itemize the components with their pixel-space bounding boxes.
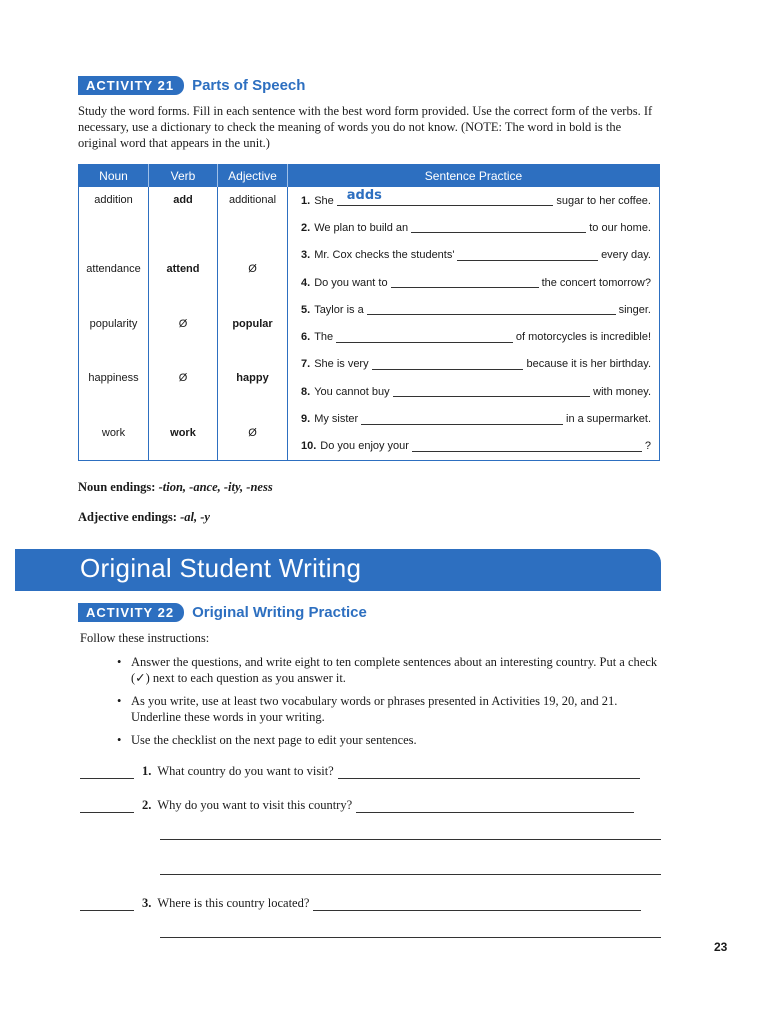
- sentence-after: every day.: [601, 249, 651, 262]
- activity-22-title: Original Writing Practice: [192, 604, 367, 621]
- sentence-blank[interactable]: [457, 250, 598, 261]
- sentence-after: ?: [644, 440, 651, 453]
- list-item: • As you write, use at least two vocabulary words or phrases presented in Activities 19, 20, and 21. Underline these words in your writing.: [117, 693, 667, 725]
- answer-line[interactable]: [338, 766, 640, 779]
- sentence-blank[interactable]: [391, 277, 539, 288]
- sentence-number: 6.: [301, 331, 311, 344]
- sentence-number: 7.: [301, 358, 311, 371]
- sentence-blank[interactable]: [367, 304, 616, 315]
- question-text: Where is this country located?: [157, 896, 310, 910]
- noun-endings: [78, 480, 273, 495]
- noun-cell: work: [79, 406, 149, 461]
- sentence-after: to our home.: [589, 221, 651, 234]
- sentence-item: [288, 214, 659, 241]
- question-number: 1.: [142, 764, 152, 778]
- table-header-row: [79, 165, 660, 188]
- sentence-blank[interactable]: [361, 414, 563, 425]
- answer-line[interactable]: [356, 800, 634, 813]
- sentence-before: Do you want to: [314, 276, 388, 289]
- question-number: 3.: [142, 896, 152, 910]
- list-item: • Answer the questions, and write eight to ten complete sentences about an interesting country. Put a check (✓) next to each question as you answer it.: [117, 654, 667, 686]
- sentence-number: 3.: [301, 249, 311, 262]
- answer-line[interactable]: [313, 898, 641, 911]
- verb-cell: Ø: [149, 351, 218, 406]
- check-blank[interactable]: [80, 898, 134, 911]
- answer-line[interactable]: [160, 874, 661, 875]
- verb-cell: attend: [149, 242, 218, 297]
- noun-cell: happiness: [79, 351, 149, 406]
- sentence-before: We plan to build an: [314, 221, 409, 234]
- sentence-after: in a supermarket.: [566, 413, 651, 426]
- activity-22-header: [78, 603, 367, 622]
- sentence-blank[interactable]: [336, 332, 513, 343]
- sentence-before: My sister: [314, 413, 359, 426]
- adjective-endings-label: Adjective endings:: [78, 510, 177, 524]
- question-row: [80, 896, 641, 911]
- adjective-endings: [78, 510, 210, 525]
- sentence-item: [288, 296, 659, 323]
- sentence-blank[interactable]: [337, 188, 554, 206]
- sentence-after: with money.: [593, 385, 651, 398]
- verb-cell: Ø: [149, 296, 218, 351]
- adjective-endings-list: -al, -y: [180, 510, 210, 524]
- sentence-number: 9.: [301, 413, 311, 426]
- header-verb: Verb: [149, 165, 218, 188]
- sentence-item: [288, 378, 659, 405]
- sentence-item: [288, 242, 659, 269]
- adjective-cell: additional: [218, 187, 288, 242]
- sentence-number: 10.: [301, 440, 317, 453]
- sentence-blank[interactable]: [393, 386, 591, 397]
- adjective-cell: Ø: [218, 242, 288, 297]
- instruction-list: [117, 654, 667, 755]
- verb-cell: work: [149, 406, 218, 461]
- adjective-cell: popular: [218, 296, 288, 351]
- sentence-number: 8.: [301, 385, 311, 398]
- list-item: • Use the checklist on the next page to edit your sentences.: [117, 732, 667, 748]
- sentence-before: She is very: [314, 358, 369, 371]
- noun-cell: addition: [79, 187, 149, 242]
- sentence-before: The: [314, 331, 334, 344]
- parts-of-speech-table: [78, 164, 660, 461]
- activity-21-instructions: Study the word forms. Fill in each sentence with the best word form provided. Use the correct form of the verbs. If necessary, use a dictionary to check the meaning of words you do not know. (NOTE: The word in bold is the original word that appears in the unit.): [78, 104, 653, 150]
- check-blank[interactable]: [80, 766, 134, 779]
- sentence-item: [288, 433, 659, 460]
- activity-22-intro: Follow these instructions:: [80, 631, 210, 645]
- activity-21-title: Parts of Speech: [192, 77, 306, 94]
- question-row: [80, 764, 640, 779]
- activity-21-header: [78, 76, 305, 95]
- question-number: 2.: [142, 798, 152, 812]
- sentence-item: [288, 187, 659, 214]
- answer-line[interactable]: [160, 839, 661, 840]
- header-noun: Noun: [79, 165, 149, 188]
- adjective-cell: happy: [218, 351, 288, 406]
- sentence-number: 2.: [301, 221, 311, 234]
- adjective-cell: Ø: [218, 406, 288, 461]
- sentence-blank[interactable]: [411, 222, 586, 233]
- sentence-before: You cannot buy: [314, 385, 390, 398]
- question-row: [80, 798, 634, 813]
- sentence-number: 5.: [301, 303, 311, 316]
- sentence-after: singer.: [618, 303, 651, 316]
- noun-endings-list: -tion, -ance, -ity, -ness: [158, 480, 273, 494]
- sentence-practice-cell: [288, 187, 660, 460]
- table-row: [79, 187, 660, 242]
- sentence-blank[interactable]: [412, 441, 642, 452]
- check-blank[interactable]: [80, 800, 134, 813]
- question-text: Why do you want to visit this country?: [157, 798, 353, 812]
- sentence-item: [288, 405, 659, 432]
- noun-endings-label: Noun endings:: [78, 480, 156, 494]
- sentence-before: Taylor is a: [314, 303, 364, 316]
- sentence-after: sugar to her coffee.: [556, 194, 651, 207]
- sentence-before: Mr. Cox checks the students': [314, 249, 455, 262]
- header-adjective: Adjective: [218, 165, 288, 188]
- sentence-number: 1.: [301, 194, 311, 207]
- sentence-before: She: [314, 194, 334, 207]
- activity-22-badge: ACTIVITY 22: [78, 603, 184, 622]
- noun-cell: attendance: [79, 242, 149, 297]
- page-number: 23: [714, 940, 728, 954]
- sentence-item: [288, 323, 659, 350]
- sentence-after: because it is her birthday.: [526, 358, 651, 371]
- sentence-after: of motorcycles is incredible!: [515, 331, 651, 344]
- sentence-before: Do you enjoy your: [320, 440, 409, 453]
- sentence-item: [288, 269, 659, 296]
- verb-cell: add: [149, 187, 218, 242]
- noun-cell: popularity: [79, 296, 149, 351]
- question-text: What country do you want to visit?: [157, 764, 334, 778]
- sentence-number: 4.: [301, 276, 311, 289]
- handwritten-answer: adds: [346, 188, 382, 204]
- sentence-after: the concert tomorrow?: [541, 276, 651, 289]
- sentence-item: [288, 351, 659, 378]
- header-sentence-practice: Sentence Practice: [288, 165, 660, 188]
- sentence-blank[interactable]: [372, 359, 524, 370]
- section-banner-title: Original Student Writing: [80, 553, 362, 583]
- activity-21-badge: ACTIVITY 21: [78, 76, 184, 95]
- answer-line[interactable]: [160, 937, 661, 938]
